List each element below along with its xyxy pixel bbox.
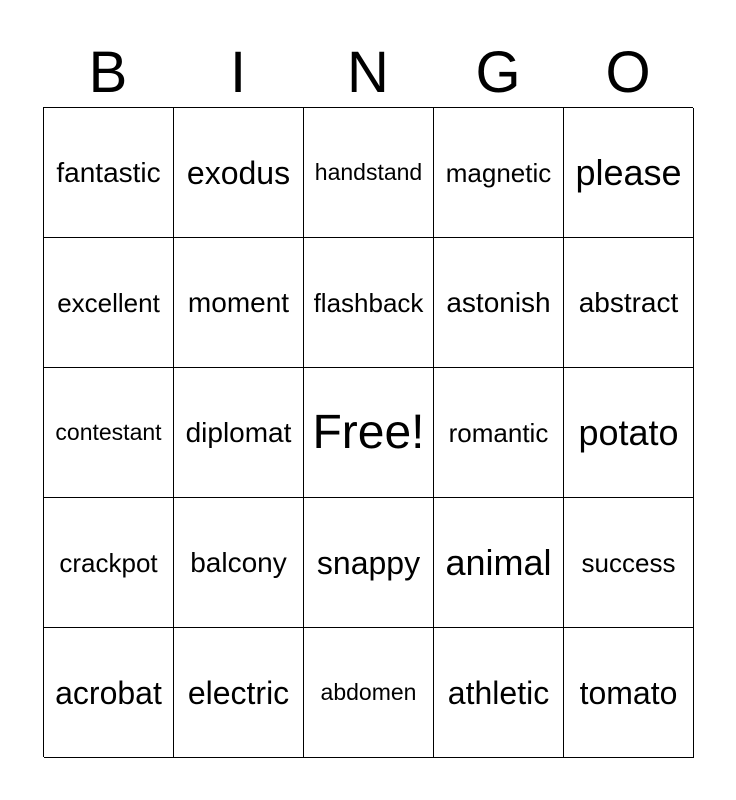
bingo-cell[interactable]: diplomat [174,368,304,498]
bingo-cell[interactable]: tomato [564,628,694,758]
bingo-cell[interactable]: snappy [304,498,434,628]
bingo-cell[interactable]: animal [434,498,564,628]
bingo-header [43,40,693,106]
bingo-cell[interactable]: moment [174,238,304,368]
bingo-card-grid [43,107,693,757]
header-letter-i: I [229,40,247,105]
bingo-cell[interactable]: success [564,498,694,628]
bingo-cell[interactable]: fantastic [44,108,174,238]
header-letter-g: G [475,40,521,105]
header-letter-b: B [88,40,128,105]
bingo-cell[interactable]: please [564,108,694,238]
bingo-cell[interactable]: abdomen [304,628,434,758]
header-letter-o: O [605,40,651,105]
bingo-cell[interactable]: excellent [44,238,174,368]
bingo-cell[interactable]: flashback [304,238,434,368]
bingo-cell[interactable]: astonish [434,238,564,368]
bingo-cell[interactable]: electric [174,628,304,758]
bingo-cell[interactable]: balcony [174,498,304,628]
bingo-cell[interactable]: athletic [434,628,564,758]
bingo-cell[interactable]: crackpot [44,498,174,628]
bingo-cell[interactable]: handstand [304,108,434,238]
bingo-cell[interactable]: contestant [44,368,174,498]
free-space-cell[interactable]: Free! [304,368,434,498]
bingo-cell[interactable]: exodus [174,108,304,238]
bingo-cell[interactable]: potato [564,368,694,498]
bingo-cell[interactable]: magnetic [434,108,564,238]
bingo-cell[interactable]: acrobat [44,628,174,758]
bingo-cell[interactable]: romantic [434,368,564,498]
header-letter-n: N [347,40,389,105]
bingo-cell[interactable]: abstract [564,238,694,368]
